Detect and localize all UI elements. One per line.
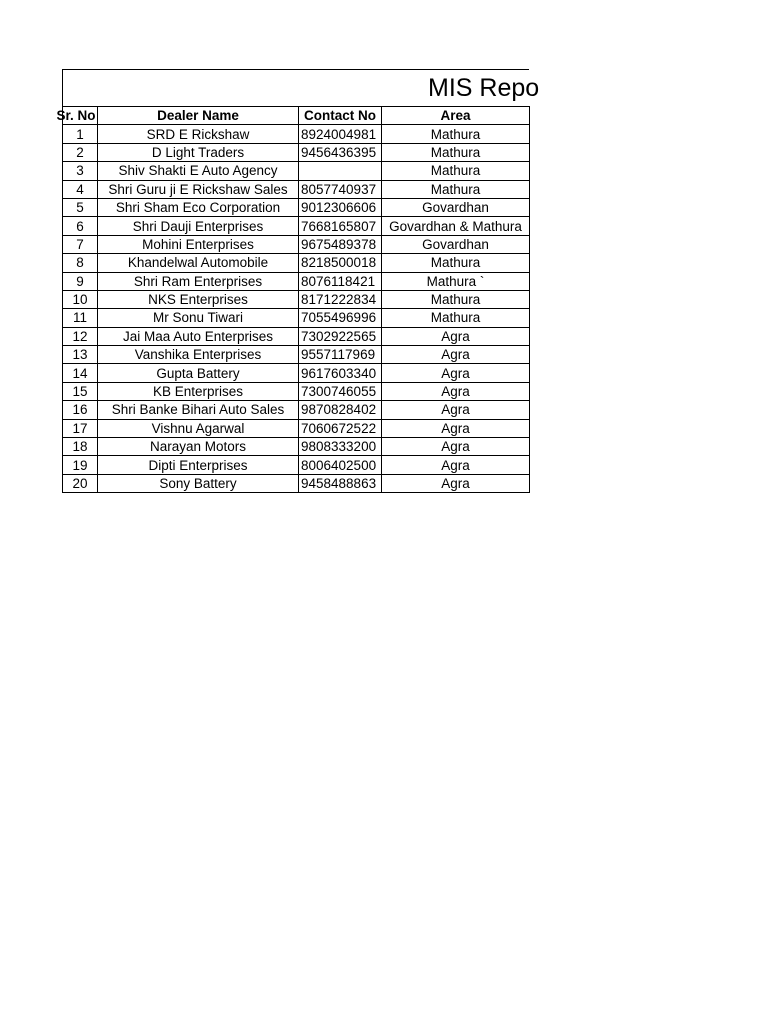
- cell-contact-no: 9012306606: [299, 198, 382, 216]
- table-row: [63, 438, 530, 456]
- cell-dealer-name: Dipti Enterprises: [98, 456, 299, 474]
- table-row: [63, 217, 530, 235]
- table-row: [63, 143, 530, 161]
- cell-dealer-name: SRD E Rickshaw: [98, 125, 299, 143]
- cell-dealer-name: Khandelwal Automobile: [98, 254, 299, 272]
- header-contact-no: Contact No: [299, 107, 382, 125]
- header-area: Area: [382, 107, 530, 125]
- cell-contact-no: 8924004981: [299, 125, 382, 143]
- cell-dealer-name: D Light Traders: [98, 143, 299, 161]
- table-row: [63, 346, 530, 364]
- cell-sr-no: 19: [63, 456, 98, 474]
- cell-area: Agra: [382, 382, 530, 400]
- cell-sr-no: 2: [63, 143, 98, 161]
- cell-sr-no: 7: [63, 235, 98, 253]
- cell-contact-no: 7055496996: [299, 309, 382, 327]
- table-row: [63, 180, 530, 198]
- cell-contact-no: 9675489378: [299, 235, 382, 253]
- cell-sr-no: 18: [63, 438, 98, 456]
- table-row: [63, 162, 530, 180]
- cell-sr-no: 15: [63, 382, 98, 400]
- cell-sr-no: 13: [63, 346, 98, 364]
- cell-area: Agra: [382, 438, 530, 456]
- cell-dealer-name: Shri Guru ji E Rickshaw Sales: [98, 180, 299, 198]
- cell-contact-no: 9456436395: [299, 143, 382, 161]
- cell-sr-no: 4: [63, 180, 98, 198]
- cell-sr-no: 1: [63, 125, 98, 143]
- cell-area: Mathura: [382, 143, 530, 161]
- cell-contact-no: [299, 162, 382, 180]
- table-row: [63, 290, 530, 308]
- cell-area: Agra: [382, 456, 530, 474]
- cell-sr-no: 12: [63, 327, 98, 345]
- cell-area: Mathura: [382, 309, 530, 327]
- report-title: MIS Repo: [428, 74, 540, 102]
- cell-area: Agra: [382, 364, 530, 382]
- cell-area: Mathura: [382, 125, 530, 143]
- cell-contact-no: 8218500018: [299, 254, 382, 272]
- table-row: [63, 364, 530, 382]
- report-title-cell: [62, 69, 540, 106]
- cell-sr-no: 9: [63, 272, 98, 290]
- cell-area: Agra: [382, 327, 530, 345]
- cell-area: Agra: [382, 474, 530, 492]
- cell-area: Agra: [382, 346, 530, 364]
- cell-contact-no: 7060672522: [299, 419, 382, 437]
- cell-contact-no: 7668165807: [299, 217, 382, 235]
- table-row: [63, 309, 530, 327]
- cell-sr-no: 10: [63, 290, 98, 308]
- table-row: [63, 419, 530, 437]
- cell-dealer-name: Mr Sonu Tiwari: [98, 309, 299, 327]
- table-row: [63, 401, 530, 419]
- cell-contact-no: 8171222834: [299, 290, 382, 308]
- cell-dealer-name: Narayan Motors: [98, 438, 299, 456]
- cell-dealer-name: Shri Banke Bihari Auto Sales: [98, 401, 299, 419]
- table-row: [63, 327, 530, 345]
- cell-sr-no: 8: [63, 254, 98, 272]
- cell-contact-no: 9870828402: [299, 401, 382, 419]
- cell-area: Mathura: [382, 290, 530, 308]
- table-row: [63, 456, 530, 474]
- cell-contact-no: 8006402500: [299, 456, 382, 474]
- cell-area: Agra: [382, 419, 530, 437]
- cell-contact-no: 9808333200: [299, 438, 382, 456]
- cell-area: Govardhan: [382, 198, 530, 216]
- header-sr-no: Sr. No: [56, 108, 96, 124]
- cell-sr-no: 3: [63, 162, 98, 180]
- cell-dealer-name: Shri Dauji Enterprises: [98, 217, 299, 235]
- cell-dealer-name: Shri Sham Eco Corporation: [98, 198, 299, 216]
- cell-contact-no: 9557117969: [299, 346, 382, 364]
- cell-area: Govardhan: [382, 235, 530, 253]
- cell-sr-no: 17: [63, 419, 98, 437]
- table-row: [63, 382, 530, 400]
- cell-contact-no: 9617603340: [299, 364, 382, 382]
- cell-area: Mathura: [382, 180, 530, 198]
- cell-sr-no: 16: [63, 401, 98, 419]
- cell-area: Mathura: [382, 162, 530, 180]
- cell-contact-no: 8076118421: [299, 272, 382, 290]
- cell-sr-no: 11: [63, 309, 98, 327]
- cell-dealer-name: Mohini Enterprises: [98, 235, 299, 253]
- cell-dealer-name: Gupta Battery: [98, 364, 299, 382]
- cell-dealer-name: Vanshika Enterprises: [98, 346, 299, 364]
- cell-sr-no: 5: [63, 198, 98, 216]
- cell-dealer-name: NKS Enterprises: [98, 290, 299, 308]
- cell-area: Mathura: [382, 254, 530, 272]
- table-row: [63, 474, 530, 492]
- spreadsheet-page: [56, 69, 540, 493]
- cell-contact-no: 7300746055: [299, 382, 382, 400]
- table-row: [63, 235, 530, 253]
- cell-area: Govardhan & Mathura: [382, 217, 530, 235]
- cell-area: Mathura `: [382, 272, 530, 290]
- cell-contact-no: 7302922565: [299, 327, 382, 345]
- table-row: [63, 272, 530, 290]
- cell-dealer-name: Shiv Shakti E Auto Agency: [98, 162, 299, 180]
- table-header-row: [63, 107, 530, 125]
- cell-dealer-name: Sony Battery: [98, 474, 299, 492]
- cell-contact-no: 8057740937: [299, 180, 382, 198]
- table-row: [63, 125, 530, 143]
- cell-dealer-name: Vishnu Agarwal: [98, 419, 299, 437]
- cell-sr-no: 14: [63, 364, 98, 382]
- cell-dealer-name: Jai Maa Auto Enterprises: [98, 327, 299, 345]
- cell-contact-no: 9458488863: [299, 474, 382, 492]
- dealer-table: [56, 106, 530, 493]
- cell-sr-no: 20: [63, 474, 98, 492]
- cell-dealer-name: Shri Ram Enterprises: [98, 272, 299, 290]
- cell-area: Agra: [382, 401, 530, 419]
- cell-sr-no: 6: [63, 217, 98, 235]
- cell-dealer-name: KB Enterprises: [98, 382, 299, 400]
- header-dealer-name: Dealer Name: [98, 107, 299, 125]
- table-row: [63, 198, 530, 216]
- table-row: [63, 254, 530, 272]
